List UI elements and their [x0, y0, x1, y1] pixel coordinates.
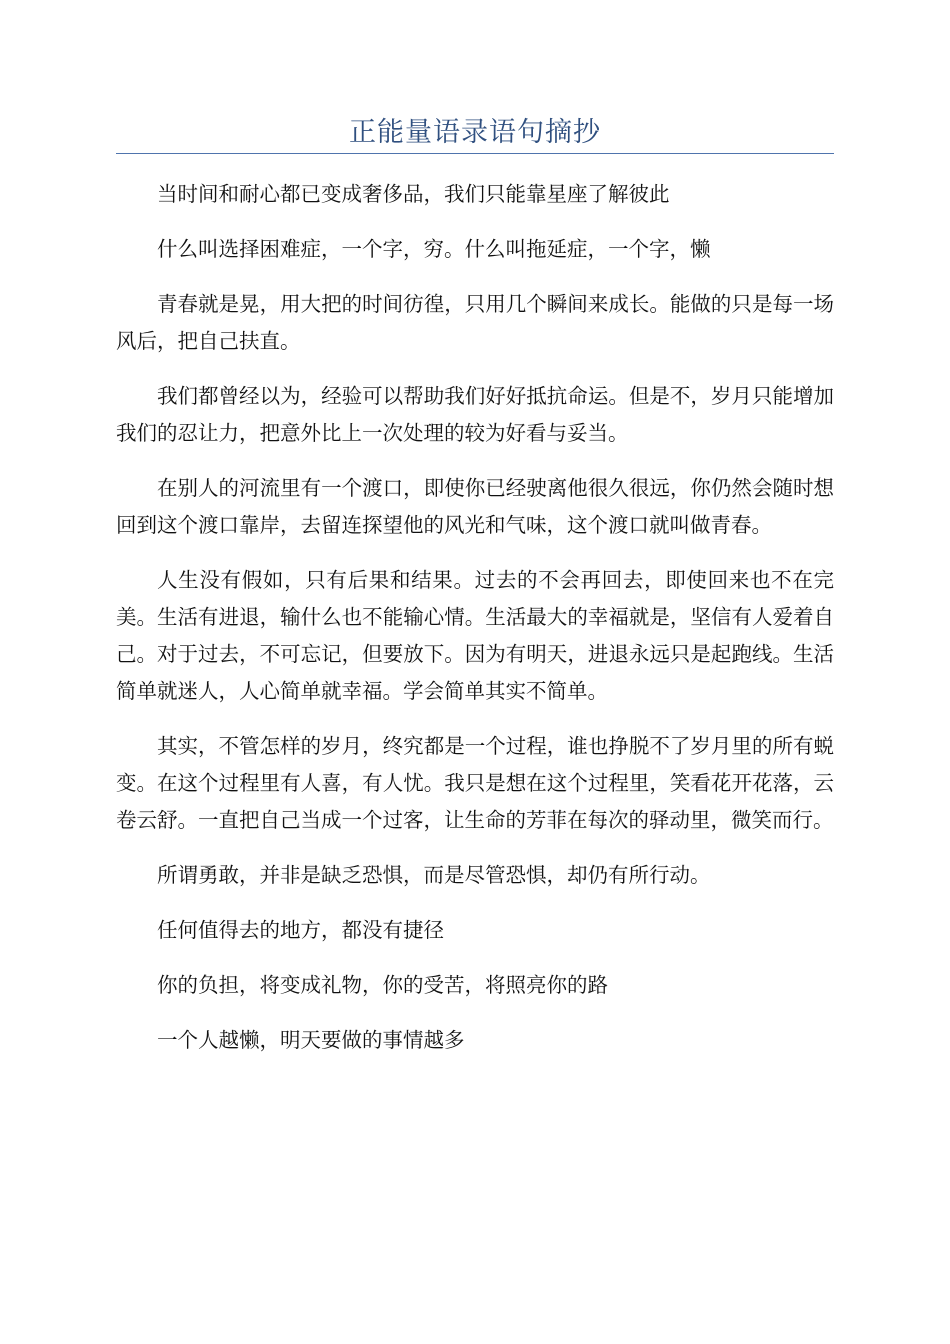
- paragraph-4: 我们都曾经以为，经验可以帮助我们好好抵抗命运。但是不，岁月只能增加我们的忍让力，把意外比上一次处理的较为好看与妥当。: [116, 384, 834, 445]
- paragraph-1: 当时间和耐心都已变成奢侈品，我们只能靠星座了解彼此: [157, 182, 670, 206]
- paragraph-7: 其实，不管怎样的岁月，终究都是一个过程，谁也挣脱不了岁月里的所有蜕变。在这个过程里有人喜，有人忧。我只是想在这个过程里，笑看花开花落，云卷云舒。一直把自己当成一个过客，让生命的芳菲在每次的驿动里，微笑而行。: [116, 734, 834, 832]
- paragraph-6: 人生没有假如，只有后果和结果。过去的不会再回去，即使回来也不在完美。生活有进退，输什么也不能输心情。生活最大的幸福就是，坚信有人爱着自己。对于过去，不可忘记，但要放下。因为有明天，进退永远只是起跑线。生活简单就迷人，人心简单就幸福。学会简单其实不简单。: [116, 568, 834, 703]
- paragraph-8: 所谓勇敢，并非是缺乏恐惧，而是尽管恐惧，却仍有所行动。: [157, 863, 711, 887]
- paragraph-5: 在别人的河流里有一个渡口，即使你已经驶离他很久很远，你仍然会随时想回到这个渡口靠岸，去留连探望他的风光和气味，这个渡口就叫做青春。: [116, 476, 834, 537]
- page-title: 正能量语录语句摘抄: [349, 117, 601, 148]
- paragraph-10: 你的负担，将变成礼物，你的受苦，将照亮你的路: [157, 973, 608, 997]
- paragraph-11: 一个人越懒，明天要做的事情越多: [157, 1028, 465, 1052]
- paragraph-3: 青春就是晃，用大把的时间彷徨，只用几个瞬间来成长。能做的只是每一场风后，把自己扶直。: [116, 292, 834, 353]
- paragraph-9: 任何值得去的地方，都没有捷径: [157, 918, 444, 942]
- document-body: [116, 176, 834, 1077]
- title-underline: [116, 153, 834, 154]
- paragraph-2: 什么叫选择困难症，一个字，穷。什么叫拖延症，一个字，懒: [157, 237, 711, 261]
